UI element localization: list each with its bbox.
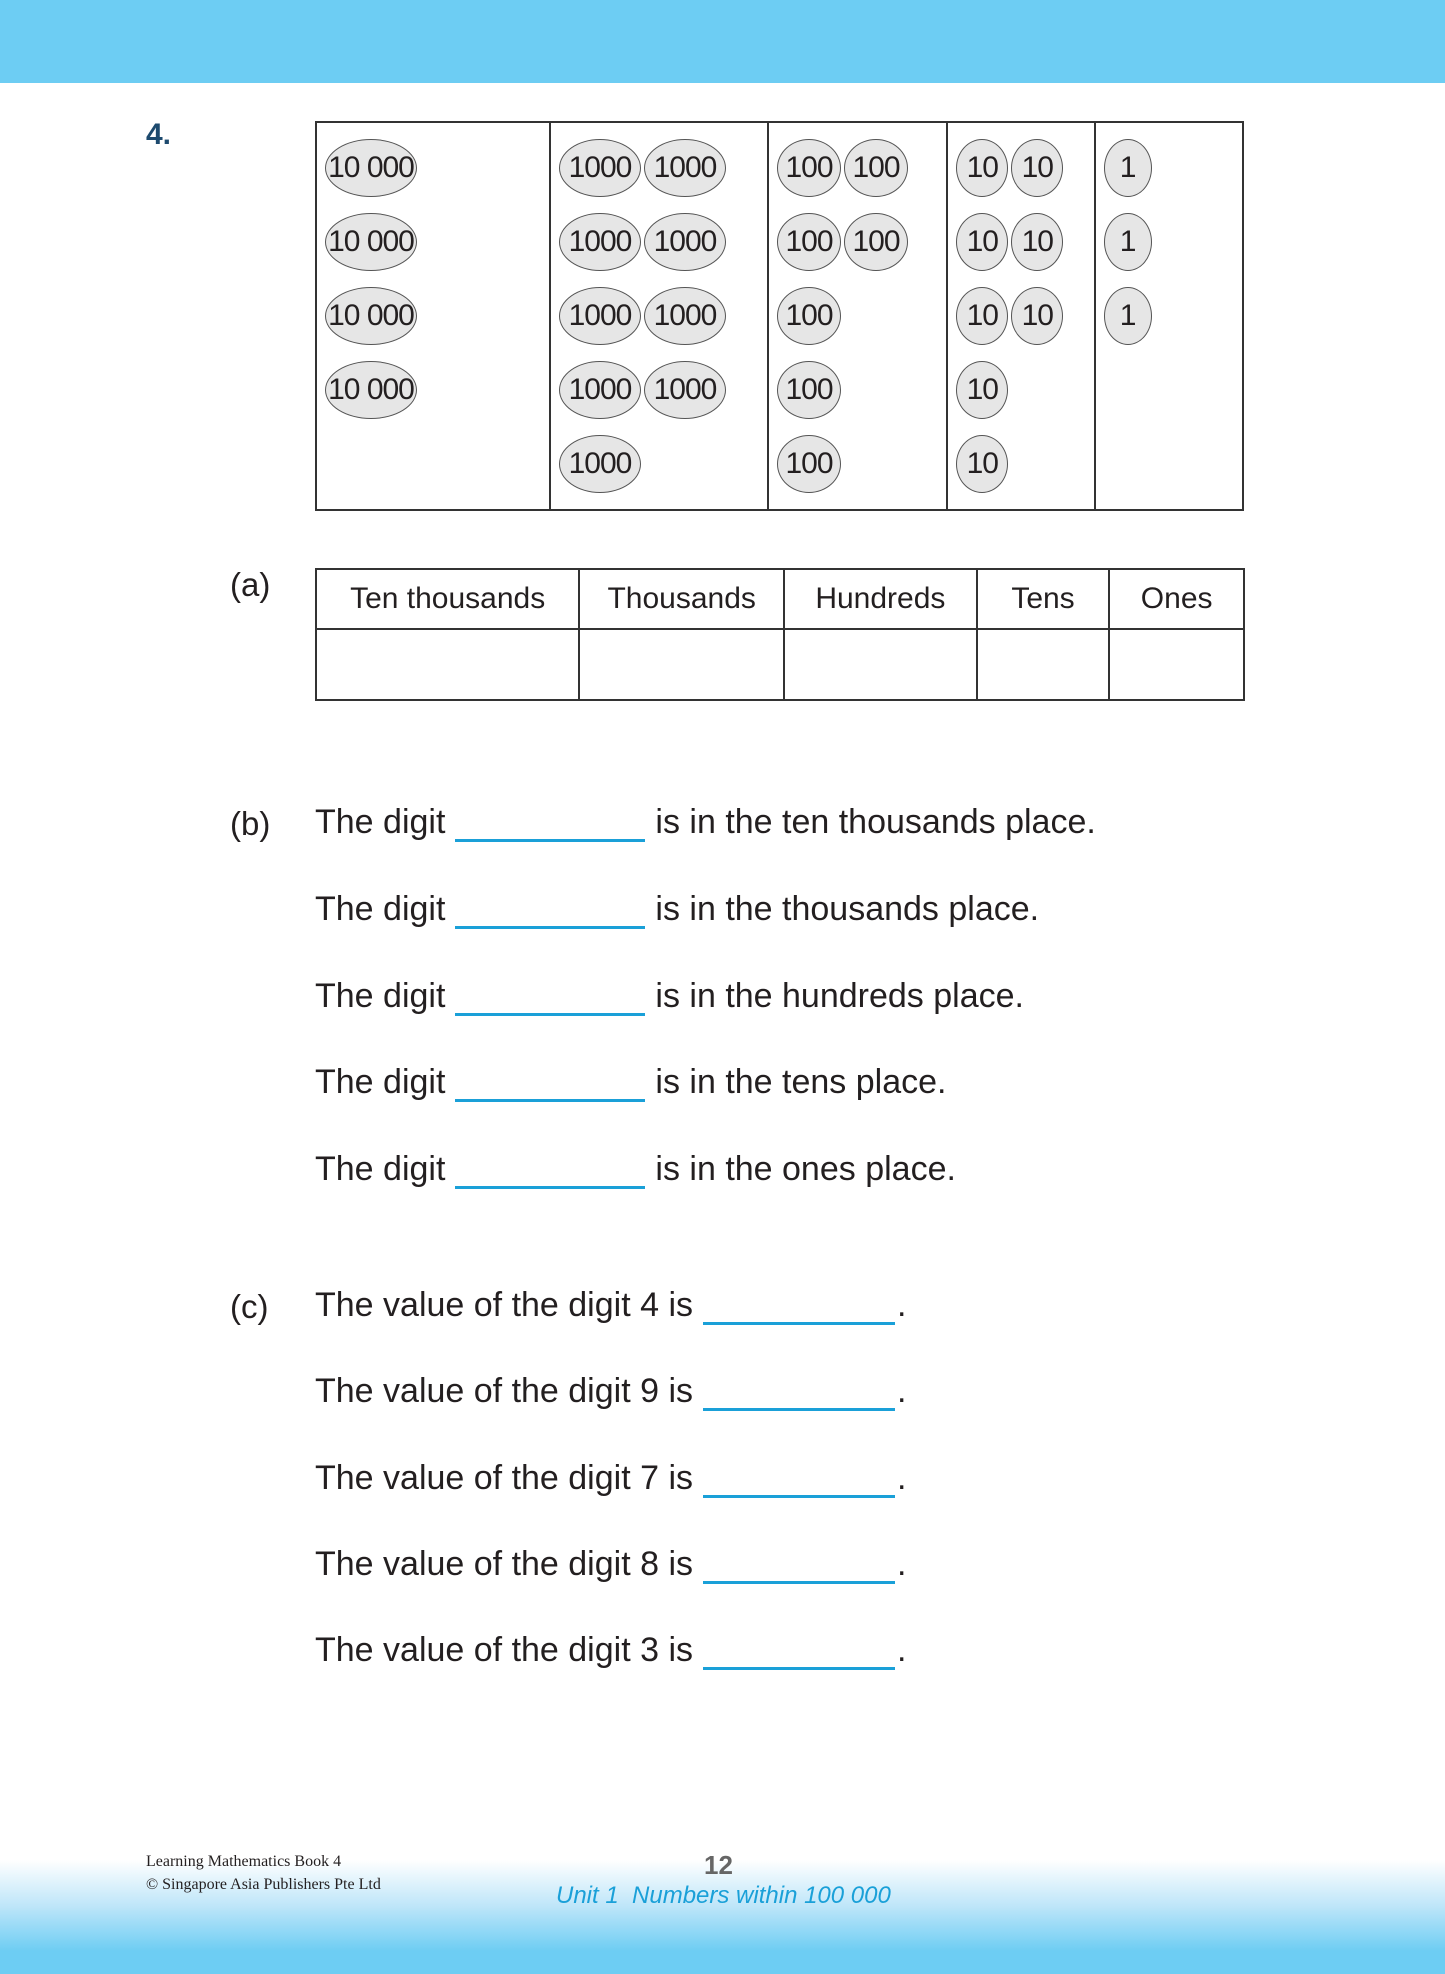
sentence: [315, 1631, 906, 1670]
disc-1000: 1000: [559, 361, 641, 419]
disc-10000: 10 000: [325, 287, 417, 345]
sentence-prefix: The digit: [315, 1063, 446, 1102]
disc-row: [325, 213, 549, 287]
disc-row: [325, 361, 549, 435]
column-ten-thousands: [317, 123, 551, 509]
answer-blank[interactable]: [455, 1072, 645, 1102]
top-banner: [0, 0, 1445, 83]
place-value-table: [315, 568, 1245, 701]
sentence: [315, 1063, 946, 1102]
answer-blank[interactable]: [455, 986, 645, 1016]
column-thousands: [551, 123, 769, 509]
disc-1: 1: [1104, 213, 1152, 271]
disc-row: [559, 435, 767, 509]
disc-row: [325, 287, 549, 361]
sentence-prefix: The digit: [315, 889, 446, 928]
page-number: 12: [704, 1850, 733, 1880]
sentence-suffix: .: [897, 1286, 907, 1324]
disc-row: [956, 139, 1093, 213]
disc-10000: 10 000: [325, 139, 417, 197]
copyright: © Singapore Asia Publishers Pte Ltd: [146, 1876, 381, 1893]
answer-blank[interactable]: [703, 1468, 895, 1498]
disc-row: [559, 213, 767, 287]
sentence: [315, 1459, 906, 1498]
sentence-prefix: The value of the digit 7 is: [315, 1458, 694, 1497]
disc-row: [559, 139, 767, 213]
answer-cell[interactable]: [1109, 629, 1244, 700]
sentence-suffix: is in the ones place.: [655, 1150, 956, 1189]
sentence-suffix: is in the hundreds place.: [655, 976, 1024, 1015]
disc-row: [1104, 139, 1242, 213]
sentence: [315, 1150, 956, 1189]
disc-row: [1104, 213, 1242, 287]
disc-row: [1104, 287, 1242, 361]
sentence: [315, 890, 1039, 929]
disc-100: 100: [844, 213, 908, 271]
sentence: [315, 1372, 906, 1411]
disc-10: 10: [1011, 139, 1063, 197]
sentence: [315, 1545, 906, 1584]
sentence-suffix: .: [897, 1372, 907, 1411]
disc-row: [956, 361, 1093, 435]
disc-row: [777, 361, 946, 435]
answer-blank[interactable]: [703, 1640, 895, 1670]
header-cell: Ten thousands: [316, 569, 579, 629]
disc-row: [559, 361, 767, 435]
sentence-suffix: is in the ten thousands place.: [655, 803, 1096, 841]
disc-1000: 1000: [644, 361, 726, 419]
answer-blank[interactable]: [455, 812, 645, 842]
answer-blank[interactable]: [703, 1381, 895, 1411]
disc-row: [956, 287, 1093, 361]
column-ones: [1096, 123, 1242, 509]
disc-10: 10: [1011, 213, 1063, 271]
answer-cell[interactable]: [784, 629, 977, 700]
disc-1000: 1000: [644, 139, 726, 197]
question-number: 4.: [146, 118, 172, 151]
footer-credits: [146, 1850, 381, 1896]
sentence: [315, 803, 1096, 842]
sentence-suffix: .: [897, 1458, 907, 1497]
answer-cell[interactable]: [316, 629, 579, 700]
disc-10: 10: [956, 287, 1008, 345]
disc-row: [559, 287, 767, 361]
disc-100: 100: [844, 139, 908, 197]
disc-row: [325, 139, 549, 213]
disc-100: 100: [777, 213, 841, 271]
disc-1: 1: [1104, 139, 1152, 197]
place-value-discs: [315, 121, 1244, 511]
disc-1000: 1000: [559, 435, 641, 493]
part-b-label: (b): [230, 805, 271, 842]
disc-10: 10: [1011, 287, 1063, 345]
disc-100: 100: [777, 361, 841, 419]
disc-10: 10: [956, 139, 1008, 197]
disc-row: [777, 435, 946, 509]
sentence-prefix: The digit: [315, 976, 446, 1015]
sentence-prefix: The value of the digit 8 is: [315, 1544, 694, 1583]
sentence-prefix: The value of the digit 9 is: [315, 1372, 694, 1411]
answer-blank[interactable]: [703, 1295, 895, 1325]
disc-1000: 1000: [559, 139, 641, 197]
answer-blank[interactable]: [455, 1159, 645, 1189]
sentence: [315, 1286, 906, 1325]
sentence-prefix: The digit: [315, 803, 446, 841]
disc-10: 10: [956, 361, 1008, 419]
sentence-prefix: The digit: [315, 1150, 446, 1189]
disc-10: 10: [956, 435, 1008, 493]
disc-10000: 10 000: [325, 361, 417, 419]
disc-10000: 10 000: [325, 213, 417, 271]
disc-100: 100: [777, 287, 841, 345]
column-tens: [948, 123, 1095, 509]
disc-row: [777, 213, 946, 287]
part-c-label: (c): [230, 1288, 269, 1325]
sentence-prefix: The value of the digit 4 is: [315, 1286, 694, 1324]
disc-10: 10: [956, 213, 1008, 271]
disc-100: 100: [777, 139, 841, 197]
disc-1000: 1000: [644, 213, 726, 271]
column-hundreds: [769, 123, 948, 509]
answer-cell[interactable]: [977, 629, 1110, 700]
disc-1: 1: [1104, 287, 1152, 345]
disc-row: [777, 139, 946, 213]
sentence-prefix: The value of the digit 3 is: [315, 1631, 694, 1670]
book-title: Learning Mathematics Book 4: [146, 1853, 342, 1870]
answer-blank[interactable]: [703, 1554, 895, 1584]
answer-cell[interactable]: [579, 629, 784, 700]
sentence-suffix: is in the tens place.: [655, 1063, 947, 1102]
unit-title: Unit 1 Numbers within 100 000: [556, 1882, 891, 1909]
disc-row: [777, 287, 946, 361]
header-cell: Thousands: [579, 569, 784, 629]
disc-row: [956, 213, 1093, 287]
header-cell: Hundreds: [784, 569, 977, 629]
disc-row: [956, 435, 1093, 509]
sentence-suffix: is in the thousands place.: [655, 889, 1040, 928]
part-a-label: (a): [230, 566, 271, 603]
sentence: [315, 977, 1024, 1016]
disc-1000: 1000: [644, 287, 726, 345]
answer-blank[interactable]: [455, 899, 645, 929]
sentence-suffix: .: [897, 1544, 907, 1583]
disc-1000: 1000: [559, 213, 641, 271]
sentence-suffix: .: [897, 1631, 907, 1670]
disc-100: 100: [777, 435, 841, 493]
header-cell: Tens: [977, 569, 1110, 629]
disc-1000: 1000: [559, 287, 641, 345]
header-cell: Ones: [1109, 569, 1244, 629]
